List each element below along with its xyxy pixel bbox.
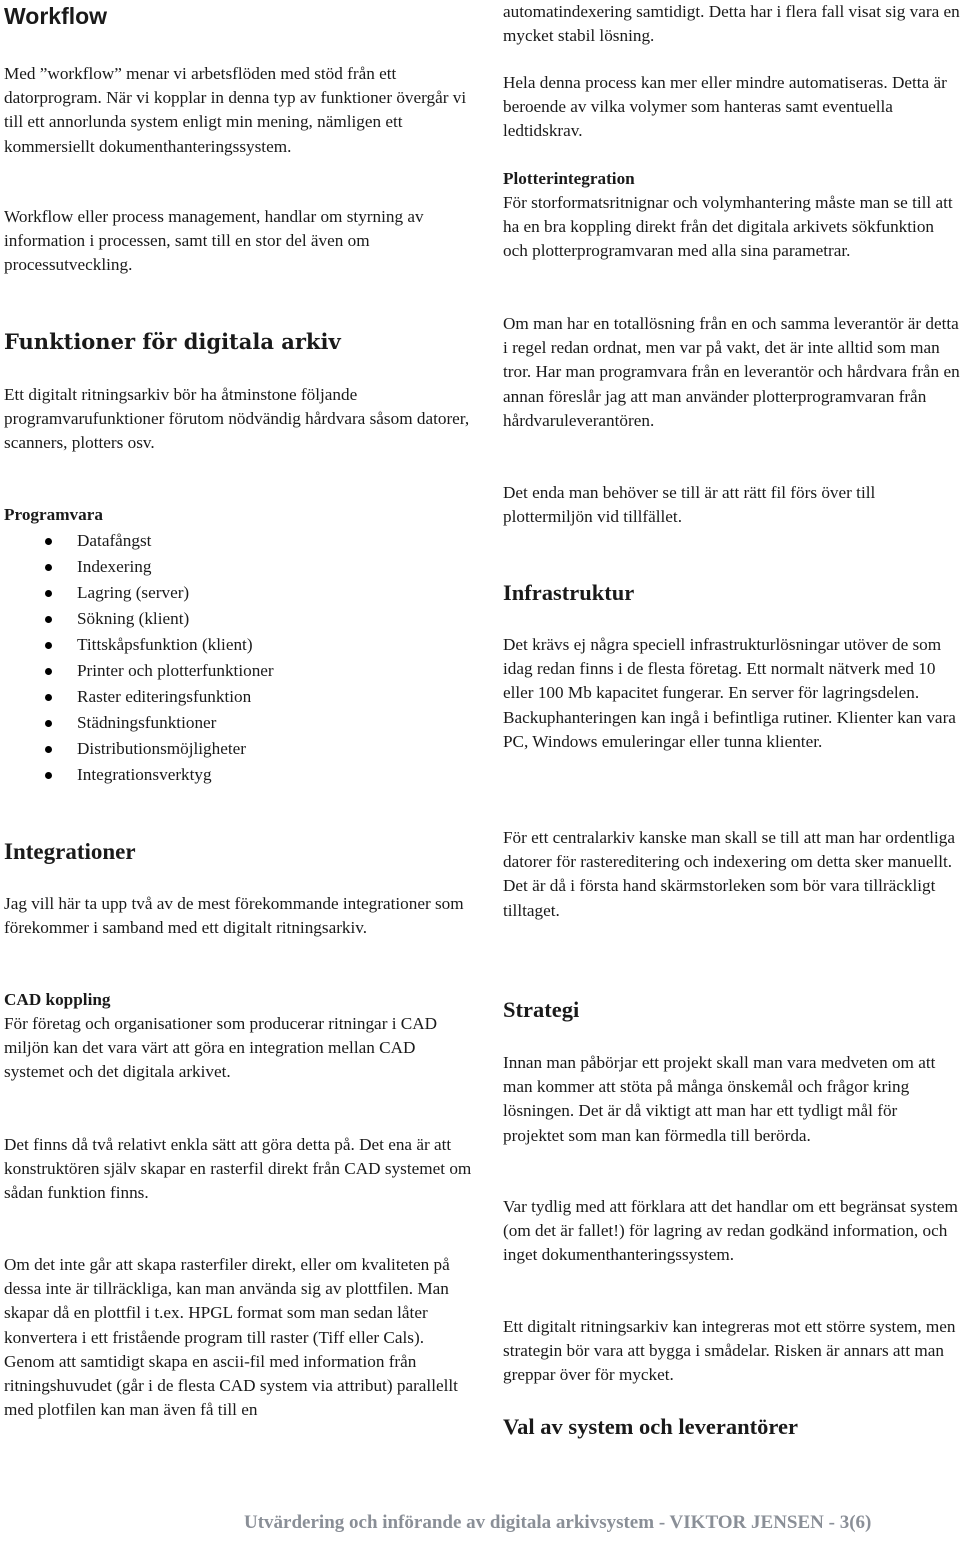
programvara-item-label: Distributionsmöjligheter <box>77 739 246 758</box>
programvara-list-item <box>4 606 474 632</box>
strategi-paragraph-1: Innan man påbörjar ett projekt skall man vara medveten om att man kommer att stöta på många önskemål och frågor kring lösningen. Det är då viktigt att man har ett tydligt mål för projektet som man kan förmedla till berörda. <box>503 1053 936 1145</box>
integrationer-paragraph: Jag vill här ta upp två av de mest förekommande integrationer som förekommer i samband med ett digitalt ritningsarkiv. <box>4 894 464 938</box>
cad-label: CAD koppling <box>4 990 111 1009</box>
programvara-item-label: Integrationsverktyg <box>77 765 212 784</box>
val-heading: Val av system och leverantörer <box>503 1414 798 1439</box>
programvara-item-label: Lagring (server) <box>77 583 190 602</box>
cad-paragraph-3: Om det inte går att skapa rasterfiler direkt, eller om kvaliteten på dessa inte är tillräckliga, kan man använda sig av plottfilen. Man skapar då en plottfil i t.ex. HPGL format som man sedan låter konvertera i ett fristående program till raster (Tiff eller Cals). Genom att samtidigt skapa en ascii-fil med information från ritningshuvudet (går i de flesta CAD system via attribut) parallellt med plotfilen kan man även få till en <box>4 1255 458 1420</box>
plotter-label: Plotterintegration <box>503 169 635 188</box>
programvara-item-label: Sökning (klient) <box>77 609 190 628</box>
bullet-icon <box>45 668 52 675</box>
continued-paragraph-1: automatindexering samtidigt. Detta har i flera fall visat sig vara en mycket stabil lösning. <box>503 2 960 46</box>
programvara-item-label: Städningsfunktioner <box>77 713 217 732</box>
bullet-icon <box>45 746 52 753</box>
funktioner-paragraph: Ett digitalt ritningsarkiv bör ha åtminstone följande programvarufunktioner förutom nödvändig hårdvara såsom datorer, scanners, plotters osv. <box>4 385 470 453</box>
programvara-label: Programvara <box>4 505 103 524</box>
infrastruktur-heading: Infrastruktur <box>503 580 635 605</box>
bullet-icon <box>45 642 52 649</box>
strategi-paragraph-2: Var tydlig med att förklara att det handlar om ett begränsat system (om det är fallet!) för lagring av redan godkänd information, och inget dokumenthanteringssystem. <box>503 1197 958 1265</box>
programvara-list-item <box>4 736 474 762</box>
strategi-heading: Strategi <box>503 997 580 1022</box>
cad-paragraph-1: För företag och organisationer som producerar ritningar i CAD miljön kan det vara värt att göra en integration mellan CAD systemet och det digitala arkivet. <box>4 1014 438 1082</box>
programvara-item-label: Printer och plotterfunktioner <box>77 661 274 680</box>
funktioner-heading: Funktioner för digitala arkiv <box>4 329 341 354</box>
programvara-list-item <box>4 554 474 580</box>
programvara-list-item <box>4 528 474 554</box>
programvara-list <box>4 528 474 788</box>
plotter-paragraph-2: Om man har en totallösning från en och samma leverantör är detta i regel redan ordnat, men var på vakt, det är inte alltid som man tror. Har man programvara från en leverantör och hårdvara från en annan föreslår jag att man använder plotterprogramvaran från hårdvaruleverantören. <box>503 314 960 430</box>
plotter-paragraph-3: Det enda man behöver se till är att rätt fil förs över till plottermiljön vid tillfället. <box>503 483 876 527</box>
infrastruktur-paragraph-1: Det krävs ej några speciell infrastrukturlösningar utöver de som idag redan finns i de flesta företag. Ett normalt nätverk med 10 eller 100 Mb kapacitet fungerar. En server för lagringsdelen. Backuphanteringen kan ingå i befintliga rutiner. Klienter kan vara PC, Windows emuleringar eller tunna klienter. <box>503 635 956 751</box>
programvara-list-item <box>4 684 474 710</box>
bullet-icon <box>45 772 52 779</box>
workflow-paragraph-2: Workflow eller process management, handlar om styrning av information i processen, samt till en stor del även om processutveckling. <box>4 207 424 275</box>
bullet-icon <box>45 564 52 571</box>
programvara-list-item <box>4 580 474 606</box>
workflow-heading: Workflow <box>4 3 108 29</box>
strategi-paragraph-3: Ett digitalt ritningsarkiv kan integreras mot ett större system, men strategin bör vara att bygga i smådelar. Risken är annars att man greppar över för mycket. <box>503 1317 956 1385</box>
workflow-paragraph-1: Med ”workflow” menar vi arbetsflöden med stöd från ett datorprogram. När vi kopplar in denna typ av funktioner övergår vi till ett annorlunda system enligt min mening, nämligen ett kommersiellt dokumenthanteringssystem. <box>4 64 467 156</box>
bullet-icon <box>45 616 52 623</box>
programvara-item-label: Indexering <box>77 557 152 576</box>
programvara-item-label: Datafångst <box>77 531 152 550</box>
programvara-list-item <box>4 658 474 684</box>
programvara-list-item <box>4 632 474 658</box>
bullet-icon <box>45 590 52 597</box>
bullet-icon <box>45 720 52 727</box>
plotter-paragraph-1: För storformatsritnignar och volymhantering måste man se till att ha en bra koppling direkt från det digitala arkivets sökfunktion och plotterprogramvaran med alla sina parametrar. <box>503 193 953 261</box>
page-footer: Utvärdering och införande av digitala arkivsystem - VIKTOR JENSEN - 3(6) <box>244 1512 872 1533</box>
bullet-icon <box>45 694 52 701</box>
integrationer-heading: Integrationer <box>4 839 136 864</box>
infrastruktur-paragraph-2: För ett centralarkiv kanske man skall se till att man har ordentliga datorer för rastereditering och indexering om detta sker manuellt. Det är då i första hand skärmstorleken som bör vara tillräckligt tilltaget. <box>503 828 955 920</box>
cad-paragraph-2: Det finns då två relativt enkla sätt att göra detta på. Det ena är att konstruktören själv skapar en rasterfil direkt från CAD systemet om sådan funktion finns. <box>4 1135 472 1203</box>
continued-paragraph-2: Hela denna process kan mer eller mindre automatiseras. Detta är beroende av vilka volymer som hanteras samt eventuella ledtidskrav. <box>503 73 947 141</box>
bullet-icon <box>45 538 52 545</box>
programvara-list-item <box>4 710 474 736</box>
programvara-item-label: Tittskåpsfunktion (klient) <box>77 635 253 654</box>
programvara-list-item <box>4 762 474 788</box>
programvara-item-label: Raster editeringsfunktion <box>77 687 252 706</box>
